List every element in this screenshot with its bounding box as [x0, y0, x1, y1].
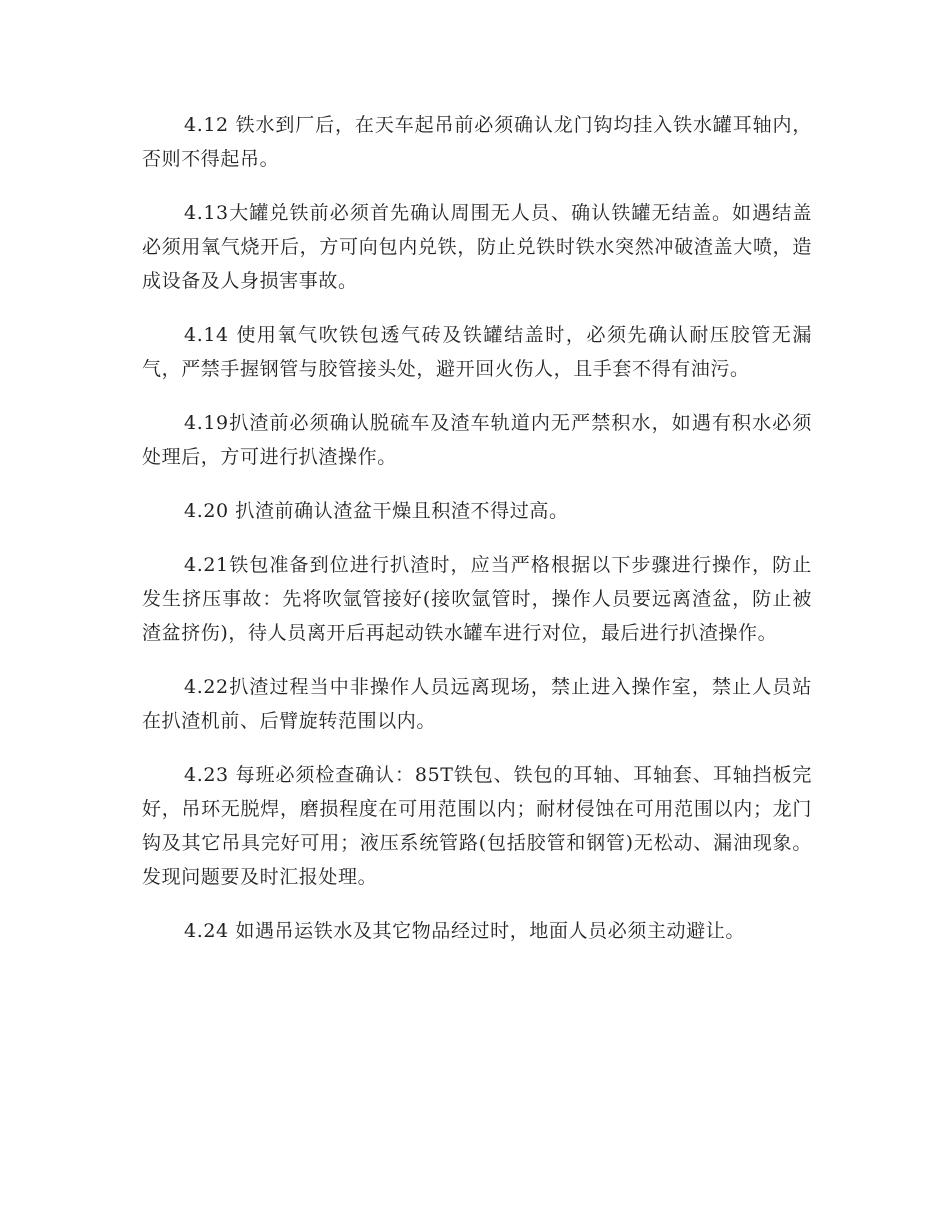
- paragraph-4-21: 4.21铁包准备到位进行扒渣时，应当严格根据以下步骤进行操作，防止发生挤压事故：先将吹氩管接好(接吹氩管时，操作人员要远离渣盆，防止被渣盆挤伤)，待人员离开后再起动铁水罐车进行对位，最后进行扒渣操作。: [142, 554, 812, 644]
- paragraph-4-23: 4.23 每班必须检查确认：85T铁包、铁包的耳轴、耳轴套、耳轴挡板完好，吊环无脱焊，磨损程度在可用范围以内；耐材侵蚀在可用范围以内；龙门钩及其它吊具完好可用；液压系统管路(包括胶管和钢管)无松动、漏油现象。发现问题要及时汇报处理。: [142, 764, 812, 888]
- paragraph-4-24: 4.24 如遇吊运铁水及其它物品经过时，地面人员必须主动避让。: [184, 920, 745, 942]
- document-page: [142, 108, 812, 968]
- paragraph-4-12: 4.12 铁水到厂后，在天车起吊前必须确认龙门钩均挂入铁水罐耳轴内，否则不得起吊。: [142, 114, 812, 170]
- paragraph-4-13: 4.13大罐兑铁前必须首先确认周围无人员、确认铁罐无结盖。如遇结盖必须用氧气烧开后，方可向包内兑铁，防止兑铁时铁水突然冲破渣盖大喷，造成设备及人身损害事故。: [142, 202, 812, 292]
- paragraph-4-19: 4.19扒渣前必须确认脱硫车及渣车轨道内无严禁积水，如遇有积水必须处理后，方可进行扒渣操作。: [142, 412, 812, 468]
- paragraph-4-20: 4.20 扒渣前确认渣盆干燥且积渣不得过高。: [184, 500, 569, 522]
- paragraph-4-22: 4.22扒渣过程当中非操作人员远离现场，禁止进入操作室，禁止人员站在扒渣机前、后臂旋转范围以内。: [142, 676, 812, 732]
- paragraph-4-14: 4.14 使用氧气吹铁包透气砖及铁罐结盖时，必须先确认耐压胶管无漏气，严禁手握钢管与胶管接头处，避开回火伤人，且手套不得有油污。: [142, 324, 812, 380]
